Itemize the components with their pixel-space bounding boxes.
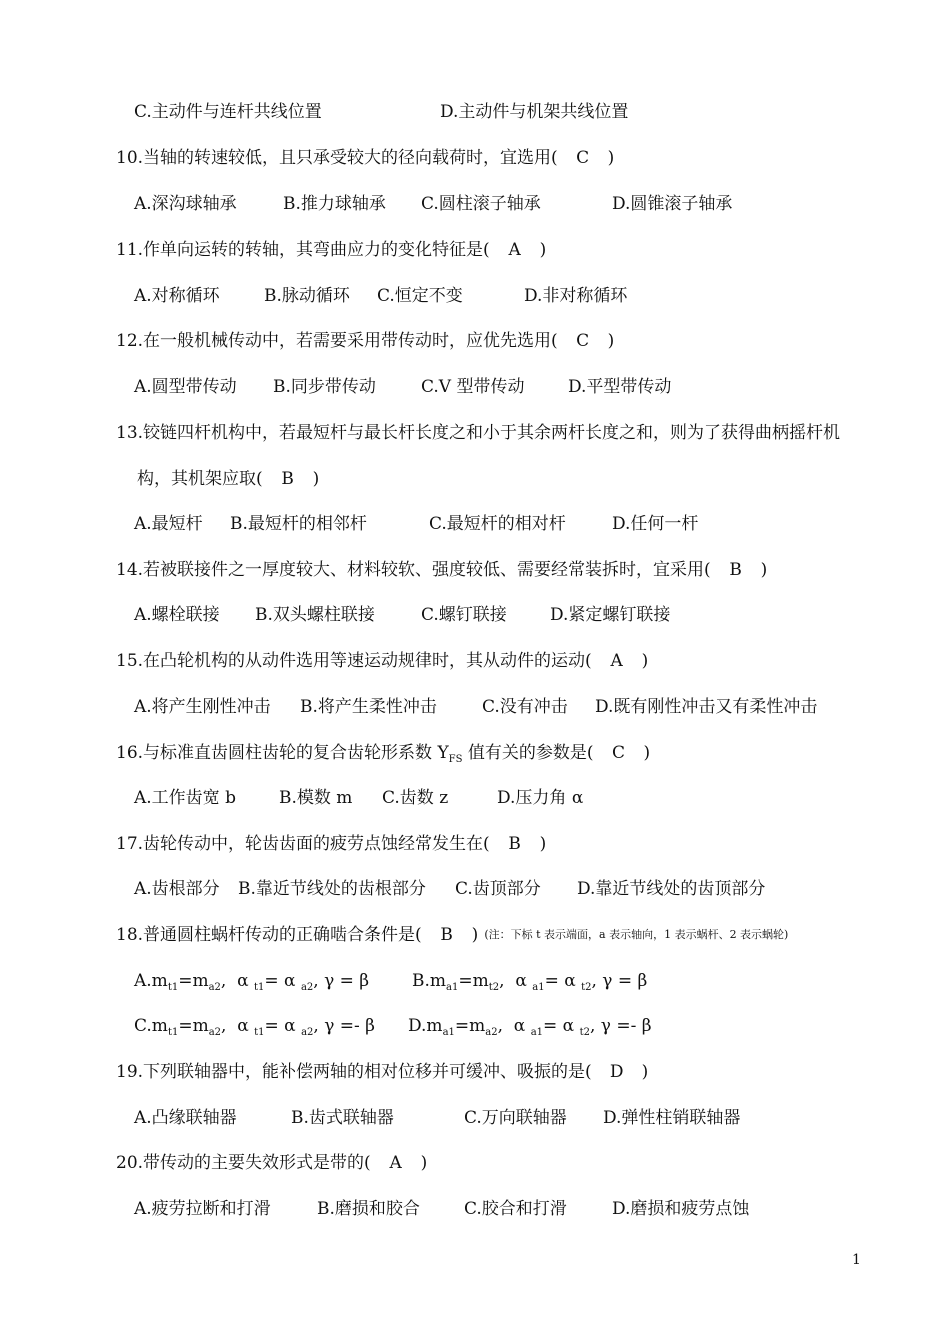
question-stem: 17.齿轮传动中，轮齿齿面的疲劳点蚀经常发生在(: [116, 834, 490, 854]
q19-option-d: D.弹性柱销联轴器: [603, 1108, 741, 1128]
question-11: [116, 239, 546, 261]
question-14: [116, 559, 767, 581]
q18-option-a: $A.m_{t1}=m_{a2}$, α $_{t1}$= α $_{a2}$, γ = β: [134, 971, 370, 993]
answer: A: [610, 651, 623, 671]
question-15: [116, 650, 648, 672]
q15-option-a: A.将产生刚性冲击: [134, 697, 271, 717]
q19-option-a: A.凸缘联轴器: [134, 1108, 237, 1128]
q17-option-d: D.靠近节线处的齿顶部分: [577, 879, 766, 899]
question-12: [116, 330, 614, 352]
q11-option-c: C.恒定不变: [377, 286, 463, 306]
close-paren: ): [420, 1153, 428, 1173]
q15-option-d: D.既有刚性冲击又有柔性冲击: [595, 697, 818, 717]
close-paren: ): [539, 240, 547, 260]
q16-option-d: D.压力角 α: [497, 788, 584, 808]
q12-option-b: B.同步带传动: [273, 377, 376, 397]
question-stem: 14.若被联接件之一厚度较大、材料较软、强度较低、需要经常装拆时，宜采用(: [116, 560, 711, 580]
q19-option-c: C.万向联轴器: [464, 1108, 567, 1128]
answer: C: [576, 148, 590, 168]
close-paren: ): [760, 560, 768, 580]
q18-option-c: $C.m_{t1}=m_{a2}$, α $_{t1}$= α $_{a2}$, γ =- β: [134, 1016, 375, 1038]
question-stem: 10.当轴的转速较低，且只承受较大的径向载荷时，宜选用(: [116, 148, 558, 168]
close-paren: ): [641, 1062, 649, 1082]
q14-option-c: C.螺钉联接: [421, 605, 507, 625]
close-paren: ): [539, 834, 547, 854]
q14-option-a: A.螺栓联接: [134, 605, 220, 625]
q19-option-b: B.齿式联轴器: [291, 1108, 394, 1128]
answer: C: [576, 331, 590, 351]
question-stem: 15.在凸轮机构的从动件选用等速运动规律时，其从动件的运动(: [116, 651, 592, 671]
q18-option-d: $D.m_{a1}=m_{a2}$, α $_{a1}$= α $_{t2}$, γ =- β: [408, 1016, 652, 1038]
q12-option-a: A.圆型带传动: [134, 377, 237, 397]
question-13: [116, 422, 840, 444]
question-stem: 16.与标准直齿圆柱齿轮的复合齿轮形系数 Y: [116, 743, 449, 763]
q9-option-c: C.主动件与连杆共线位置: [134, 102, 322, 122]
q16-option-b: B.模数 m: [279, 788, 353, 808]
q17-option-a: A.齿根部分: [134, 879, 220, 899]
q10-option-b: B.推力球轴承: [283, 194, 386, 214]
page-number: 1: [852, 1252, 861, 1268]
q20-option-c: C.胶合和打滑: [464, 1199, 567, 1219]
q20-option-b: B.磨损和胶合: [317, 1199, 420, 1219]
answer: B: [440, 925, 453, 945]
question-stem: 13.铰链四杆机构中，若最短杆与最长杆长度之和小于其余两杆长度之和，则为了获得曲柄摇杆机: [116, 423, 841, 443]
answer: A: [389, 1153, 402, 1173]
answer: A: [508, 240, 521, 260]
q13-option-d: D.任何一杆: [612, 514, 699, 534]
question-13-continued: [137, 468, 319, 490]
question-stem: 11.作单向运转的转轴，其弯曲应力的变化特征是(: [116, 240, 490, 260]
question-16: [116, 742, 650, 764]
answer: B: [729, 560, 742, 580]
question-19: [116, 1061, 648, 1083]
q20-option-a: A.疲劳拉断和打滑: [134, 1199, 271, 1219]
q10-option-d: D.圆锥滚子轴承: [612, 194, 733, 214]
question-20: [116, 1152, 427, 1174]
q11-option-d: D.非对称循环: [524, 286, 628, 306]
q17-option-c: C.齿顶部分: [455, 879, 541, 899]
q12-option-c: C.V 型带传动: [421, 377, 525, 397]
question-18: [116, 924, 788, 946]
close-paren: ): [312, 469, 320, 489]
answer: D: [609, 1062, 624, 1082]
close-paren: ): [607, 148, 615, 168]
q18-option-b: $B.m_{a1}=m_{t2}$, α $_{a1}$= α $_{t2}$, γ = β: [412, 971, 648, 993]
subscript: FS: [448, 754, 463, 765]
q13-option-a: A.最短杆: [134, 514, 203, 534]
question-stem: 18.普通圆柱蜗杆传动的正确啮合条件是(: [116, 925, 422, 945]
close-paren: ): [641, 651, 649, 671]
question-stem-tail: 值有关的参数是(: [462, 743, 594, 763]
question-stem: 构，其机架应取(: [137, 469, 263, 489]
question-stem: 19.下列联轴器中，能补偿两轴的相对位移并可缓冲、吸振的是(: [116, 1062, 592, 1082]
q13-option-b: B.最短杆的相邻杆: [230, 514, 367, 534]
q10-option-c: C.圆柱滚子轴承: [421, 194, 541, 214]
q13-option-c: C.最短杆的相对杆: [429, 514, 566, 534]
close-paren: ): [643, 743, 651, 763]
q11-option-b: B.脉动循环: [264, 286, 350, 306]
close-paren: ): [607, 331, 615, 351]
answer: B: [281, 469, 294, 489]
q14-option-b: B.双头螺柱联接: [255, 605, 375, 625]
q16-option-c: C.齿数 z: [382, 788, 449, 808]
note: (注：下标 t 表示端面，a 表示轴向，1 表示蜗杆、2 表示蜗轮): [484, 928, 789, 941]
close-paren: ): [471, 925, 479, 945]
q15-option-b: B.将产生柔性冲击: [300, 697, 437, 717]
q14-option-d: D.紧定螺钉联接: [550, 605, 671, 625]
q11-option-a: A.对称循环: [134, 286, 220, 306]
q17-option-b: B.靠近节线处的齿根部分: [238, 879, 426, 899]
q15-option-c: C.没有冲击: [482, 697, 568, 717]
question-stem: 20.带传动的主要失效形式是带的(: [116, 1153, 371, 1173]
question-10: [116, 147, 614, 169]
answer: B: [508, 834, 521, 854]
q16-option-a: A.工作齿宽 b: [134, 788, 236, 808]
question-stem: 12.在一般机械传动中，若需要采用带传动时，应优先选用(: [116, 331, 558, 351]
question-17: [116, 833, 546, 855]
answer: C: [612, 743, 626, 763]
q9-option-d: D.主动件与机架共线位置: [440, 102, 629, 122]
q12-option-d: D.平型带传动: [568, 377, 672, 397]
q20-option-d: D.磨损和疲劳点蚀: [612, 1199, 750, 1219]
q10-option-a: A.深沟球轴承: [134, 194, 237, 214]
